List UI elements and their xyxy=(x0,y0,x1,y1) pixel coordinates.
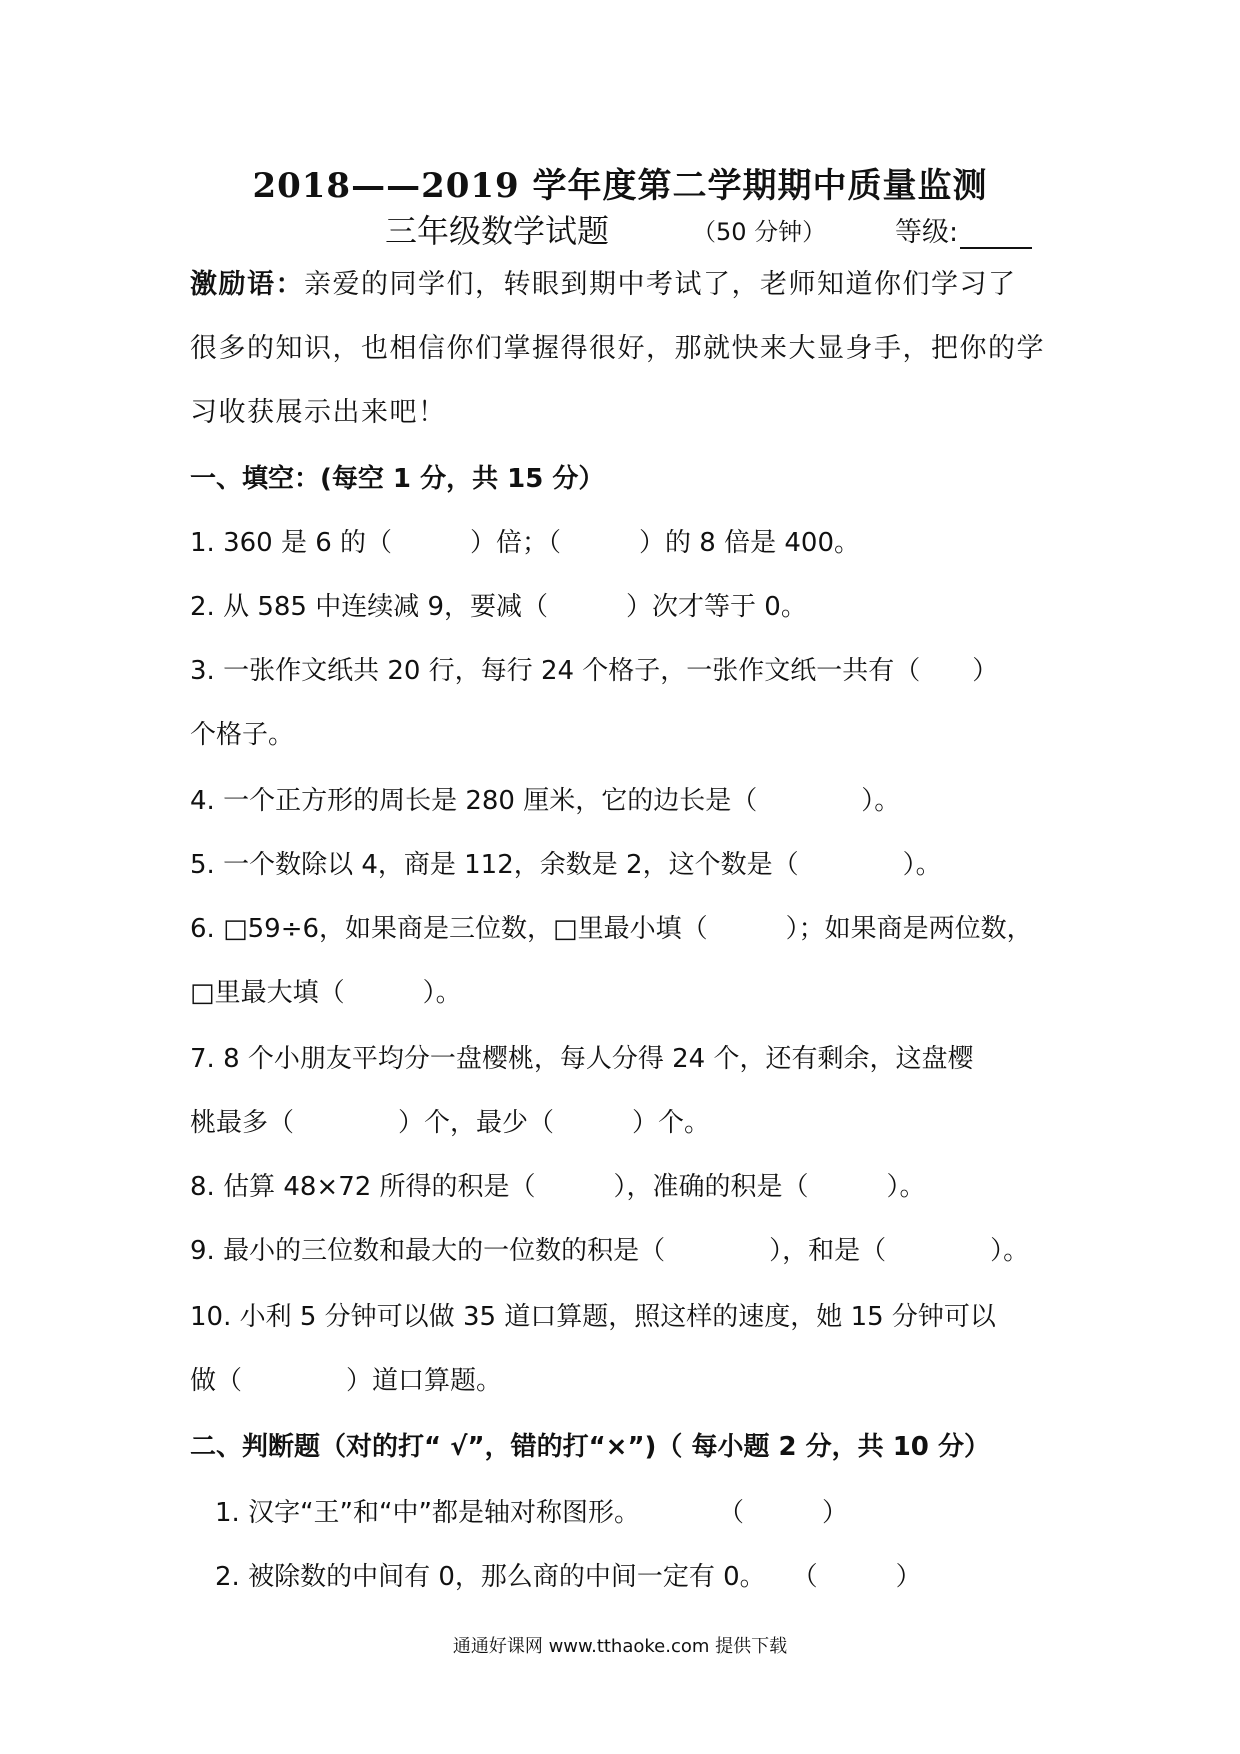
exam-duration: （50 分钟） xyxy=(692,218,827,246)
exam-subtitle: 三年级数学试题 xyxy=(385,212,610,250)
intro-text-1: 亲爱的同学们，转眼到期中考试了，老师知道你们学习了 xyxy=(304,269,1017,300)
grade-field xyxy=(895,210,1032,249)
question-line: 8. 估算 48×72 所得的积是（ ），准确的积是（ ）。 xyxy=(190,1172,926,1202)
intro-line-1 xyxy=(190,262,1017,301)
question-line: 桃最多（ ）个，最少（ ）个。 xyxy=(190,1108,711,1138)
judge-item: 1. 汉字“王”和“中”都是轴对称图形。 （ ） xyxy=(215,1498,848,1528)
exam-title: 2018——2019 学年度第二学期期中质量监测 xyxy=(252,166,988,206)
question-line: 4. 一个正方形的周长是 280 厘米，它的边长是（ ）。 xyxy=(190,786,901,816)
intro-line-3: 习收获展示出来吧！ xyxy=(190,397,447,428)
question-line: 9. 最小的三位数和最大的一位数的积是（ ），和是（ ）。 xyxy=(190,1236,1030,1266)
question-line: 2. 从 585 中连续减 9，要减（ ）次才等于 0。 xyxy=(190,592,807,622)
grade-blank-line xyxy=(960,221,1032,249)
judge-item: 2. 被除数的中间有 0，那么商的中间一定有 0。 （ ） xyxy=(215,1562,922,1592)
section1-heading: 一、填空：(每空 1 分，共 15 分） xyxy=(190,464,605,494)
download-footer: 通通好课网 www.tthaoke.com 提供下载 xyxy=(452,1636,788,1657)
question-line: 7. 8 个小朋友平均分一盘樱桃，每人分得 24 个，还有剩余，这盘樱 xyxy=(190,1044,974,1074)
question-line: □里最大填（ ）。 xyxy=(190,978,462,1008)
question-line: 3. 一张作文纸共 20 行，每行 24 个格子，一张作文纸一共有（ ） xyxy=(190,656,999,686)
section2-heading: 二、判断题（对的打“ √”，错的打“×”)（ 每小题 2 分，共 10 分） xyxy=(190,1432,990,1462)
intro-label: 激励语： xyxy=(190,269,304,300)
question-line: 1. 360 是 6 的（ ）倍；（ ）的 8 倍是 400。 xyxy=(190,528,860,558)
question-line: 10. 小利 5 分钟可以做 35 道口算题，照这样的速度，她 15 分钟可以 xyxy=(190,1302,996,1332)
question-line: 做（ ）道口算题。 xyxy=(190,1366,503,1396)
question-line: 5. 一个数除以 4，商是 112，余数是 2，这个数是（ ）。 xyxy=(190,850,942,880)
intro-line-2: 很多的知识，也相信你们掌握得很好，那就快来大显身手，把你的学 xyxy=(190,333,1045,364)
question-line: 6. □59÷6，如果商是三位数，□里最小填（ ）；如果商是两位数， xyxy=(190,914,1033,944)
grade-label: 等级: xyxy=(895,217,959,248)
question-line: 个格子。 xyxy=(190,720,295,750)
